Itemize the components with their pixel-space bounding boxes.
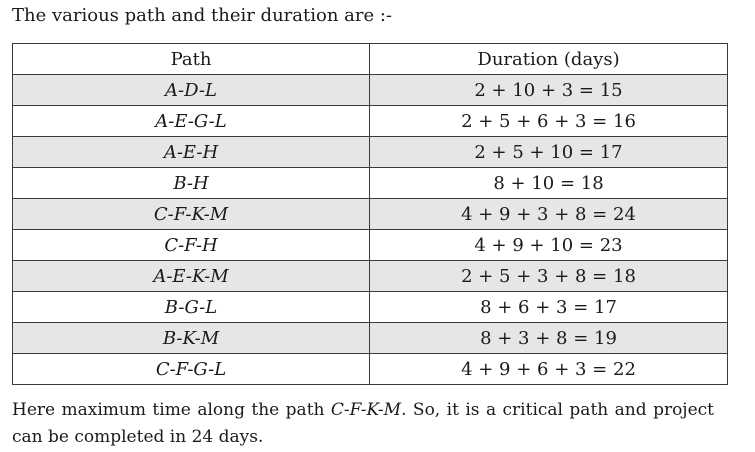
duration-cell: 8 + 3 + 8 = 19 bbox=[370, 323, 728, 354]
duration-cell: 2 + 5 + 6 + 3 = 16 bbox=[370, 106, 728, 137]
table-row bbox=[13, 230, 728, 261]
path-cell: A-E-G-L bbox=[13, 106, 370, 137]
duration-cell: 4 + 9 + 6 + 3 = 22 bbox=[370, 354, 728, 385]
duration-cell: 4 + 9 + 10 = 23 bbox=[370, 230, 728, 261]
duration-cell: 4 + 9 + 3 + 8 = 24 bbox=[370, 199, 728, 230]
path-cell: C-F-G-L bbox=[13, 354, 370, 385]
column-header-path: Path bbox=[13, 44, 370, 75]
table-row bbox=[13, 323, 728, 354]
conclusion-text bbox=[12, 397, 714, 451]
table-row bbox=[13, 168, 728, 199]
table-row bbox=[13, 106, 728, 137]
path-cell: B-H bbox=[13, 168, 370, 199]
duration-cell: 2 + 10 + 3 = 15 bbox=[370, 75, 728, 106]
duration-cell: 2 + 5 + 3 + 8 = 18 bbox=[370, 261, 728, 292]
table-row bbox=[13, 75, 728, 106]
path-cell: B-K-M bbox=[13, 323, 370, 354]
intro-text: The various path and their duration are :- bbox=[12, 5, 393, 26]
table-row bbox=[13, 261, 728, 292]
conclusion-tail: . So, it is a critical path and project can be completed in 24 days. bbox=[12, 400, 714, 447]
path-cell: A-E-K-M bbox=[13, 261, 370, 292]
table-row bbox=[13, 354, 728, 385]
path-cell: A-D-L bbox=[13, 75, 370, 106]
duration-cell: 2 + 5 + 10 = 17 bbox=[370, 137, 728, 168]
duration-cell: 8 + 6 + 3 = 17 bbox=[370, 292, 728, 323]
column-header-duration: Duration (days) bbox=[370, 44, 728, 75]
table-row bbox=[13, 199, 728, 230]
path-cell: A-E-H bbox=[13, 137, 370, 168]
path-duration-table bbox=[12, 43, 728, 385]
path-cell: B-G-L bbox=[13, 292, 370, 323]
path-cell: C-F-H bbox=[13, 230, 370, 261]
table-row bbox=[13, 137, 728, 168]
table-row bbox=[13, 292, 728, 323]
table-header-row bbox=[13, 44, 728, 75]
critical-path-name: C-F-K-M bbox=[330, 400, 402, 420]
path-cell: C-F-K-M bbox=[13, 199, 370, 230]
conclusion-lead: Here maximum time along the path bbox=[12, 400, 331, 420]
duration-cell: 8 + 10 = 18 bbox=[370, 168, 728, 199]
